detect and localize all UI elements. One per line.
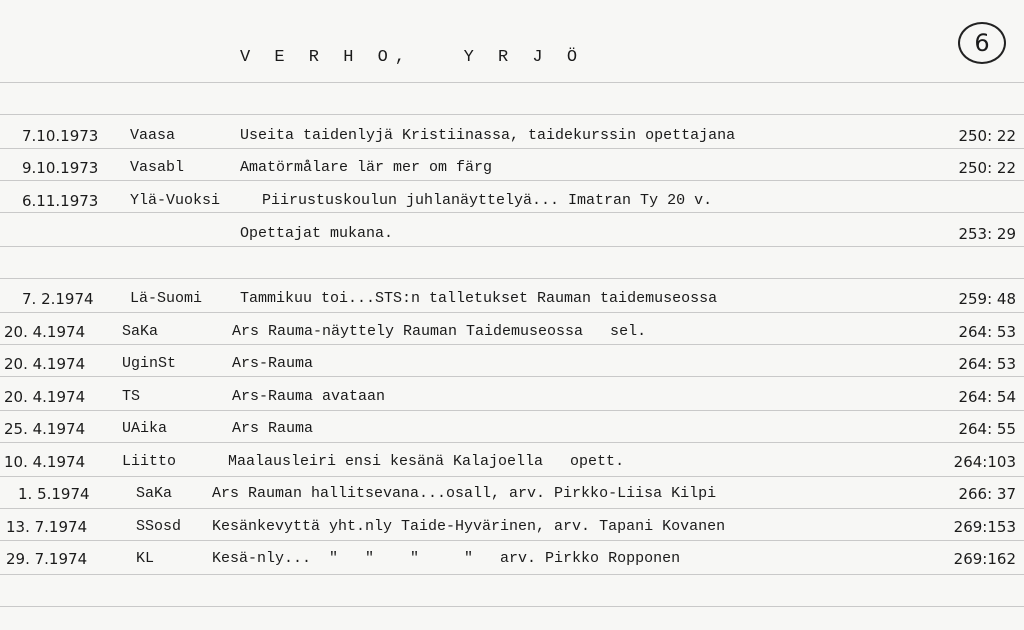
card-number-circle — [958, 22, 1006, 64]
entry-reference: 264: 53 — [958, 355, 1016, 373]
entry-date: 9.10.1973 — [22, 159, 99, 177]
entry-row — [0, 159, 1024, 183]
entry-title: Kesänkevyttä yht.nly Taide-Hyvärinen, arv. Tapani Kovanen — [212, 518, 726, 535]
entry-reference: 264: 54 — [958, 388, 1016, 406]
entry-date: 1. 5.1974 — [18, 485, 90, 503]
card-title: V E R H O, Y R J Ö — [240, 48, 585, 67]
entry-title: Amatörmålare lär mer om färg — [240, 159, 493, 176]
ruled-line — [0, 114, 1024, 115]
entry-source: Ylä-Vuoksi — [130, 192, 221, 209]
entry-source: Vaasa — [130, 127, 176, 144]
entry-title: Ars Rauman hallitsevana...osall, arv. Pirkko-Liisa Kilpi — [212, 485, 717, 502]
entry-reference: 250: 22 — [958, 127, 1016, 145]
card-number: 6 — [974, 29, 990, 57]
ruled-line — [0, 606, 1024, 607]
entry-source: SSosd — [136, 518, 182, 535]
entry-row — [0, 127, 1024, 151]
entry-row — [0, 225, 1024, 249]
entry-row — [0, 355, 1024, 379]
entry-date: 20. 4.1974 — [4, 388, 86, 406]
entry-title: Ars Rauma-näyttely Rauman Taidemuseossa sel. — [232, 323, 647, 340]
entry-source: Vasabl — [130, 159, 185, 176]
entry-reference: 250: 22 — [958, 159, 1016, 177]
entry-source: Liitto — [122, 453, 177, 470]
entry-row — [0, 192, 1024, 216]
entry-reference: 264: 55 — [958, 420, 1016, 438]
entry-title: Ars-Rauma avataan — [232, 388, 386, 405]
entry-title: Maalausleiri ensi kesänä Kalajoella opett. — [228, 453, 625, 470]
entry-reference: 264:103 — [953, 453, 1016, 471]
entry-date: 20. 4.1974 — [4, 355, 86, 373]
entry-row — [0, 323, 1024, 347]
entry-reference: 269:153 — [953, 518, 1016, 536]
ruled-line — [0, 278, 1024, 279]
ruled-line — [0, 574, 1024, 575]
entry-row — [0, 550, 1024, 574]
entry-date: 7. 2.1974 — [22, 290, 94, 308]
entry-title-continued: Opettajat mukana. — [240, 225, 394, 242]
entry-source: KL — [136, 550, 155, 567]
entry-source: UAika — [122, 420, 168, 437]
entry-title: Useita taidenlyjä Kristiinassa, taidekurssin opettajana — [240, 127, 736, 144]
entry-title: Tammikuu toi...STS:n talletukset Rauman taidemuseossa — [240, 290, 718, 307]
entry-date: 6.11.1973 — [22, 192, 99, 210]
entry-date: 25. 4.1974 — [4, 420, 86, 438]
entry-source: UginSt — [122, 355, 177, 372]
ruled-line — [0, 82, 1024, 83]
entry-reference: 253: 29 — [958, 225, 1016, 243]
entry-date: 7.10.1973 — [22, 127, 99, 145]
entry-date: 13. 7.1974 — [6, 518, 88, 536]
entry-title: Ars Rauma — [232, 420, 314, 437]
entry-source: Lä-Suomi — [130, 290, 203, 307]
entry-title: Ars-Rauma — [232, 355, 314, 372]
entry-row — [0, 420, 1024, 444]
entry-source: SaKa — [122, 323, 159, 340]
entry-row — [0, 485, 1024, 509]
entry-row — [0, 388, 1024, 412]
entry-reference: 259: 48 — [958, 290, 1016, 308]
entry-row — [0, 518, 1024, 542]
entry-title: Piirustuskoulun juhlanäyttelyä... Imatran Ty 20 v. — [262, 192, 713, 209]
entry-title: Kesä-nly... " " " " arv. Pirkko Ropponen — [212, 550, 681, 567]
entry-date: 10. 4.1974 — [4, 453, 86, 471]
entry-row — [0, 453, 1024, 477]
entry-source: SaKa — [136, 485, 173, 502]
entry-reference: 266: 37 — [958, 485, 1016, 503]
entry-reference: 269:162 — [953, 550, 1016, 568]
entry-source: TS — [122, 388, 141, 405]
entry-reference: 264: 53 — [958, 323, 1016, 341]
entry-date: 29. 7.1974 — [6, 550, 88, 568]
entry-row — [0, 290, 1024, 314]
entry-date: 20. 4.1974 — [4, 323, 86, 341]
